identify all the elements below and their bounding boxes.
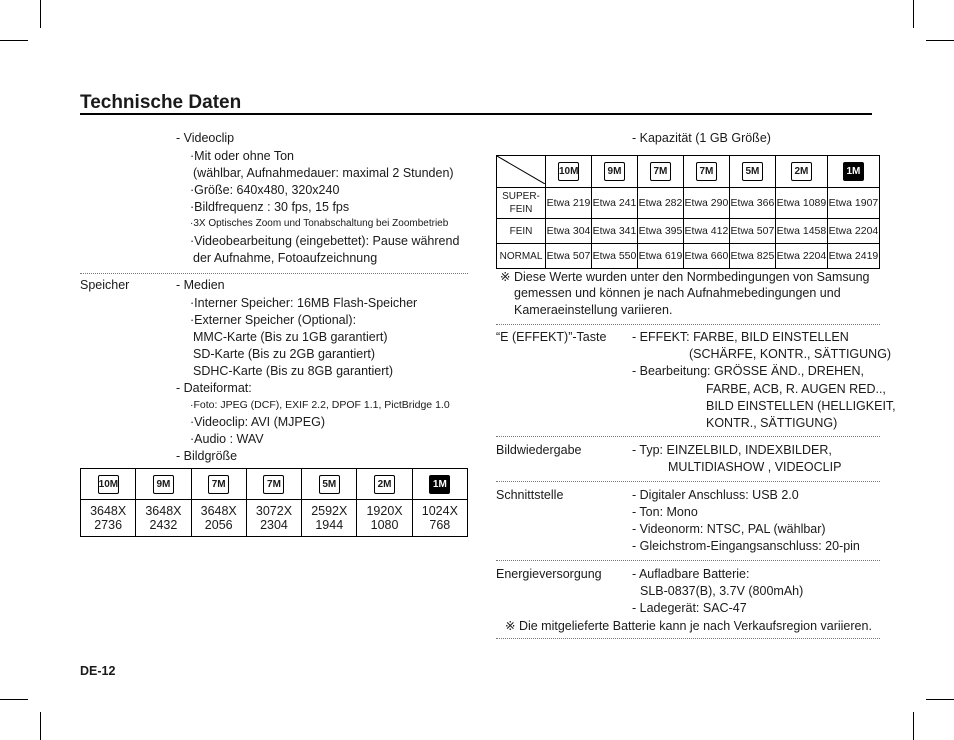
title-underline	[80, 113, 872, 115]
section-divider	[80, 273, 468, 274]
energie-note: ※ Die mitgelieferte Batterie kann je nach Verkaufsregion variieren.	[505, 619, 872, 633]
page-number: DE-12	[80, 664, 116, 678]
capacity-value: Etwa 507	[729, 219, 775, 244]
videoclip-line: der Aufnahme, Fotoaufzeichnung	[193, 251, 378, 265]
size-icon-cell	[412, 469, 467, 500]
resolution-7m-icon: 7M	[696, 162, 717, 181]
size-value: 3072X 2304	[246, 500, 301, 537]
crop-mark	[0, 40, 28, 41]
videoclip-line: ·Größe: 640x480, 320x240	[190, 183, 340, 197]
section-divider	[496, 638, 880, 639]
videoclip-line: ·3X Optisches Zoom und Tonabschaltung bei Zoombetrieb	[190, 218, 449, 229]
size-icon-cell	[302, 469, 357, 500]
capacity-value: Etwa 2419	[827, 244, 879, 269]
videoclip-line: (wählbar, Aufnahmedauer: maximal 2 Stunden)	[193, 166, 454, 180]
size-value: 3648X 2432	[136, 500, 191, 537]
cap-icon-cell	[729, 156, 775, 188]
capacity-value: Etwa 660	[683, 244, 729, 269]
capacity-value: Etwa 304	[546, 219, 592, 244]
cap-icon-cell	[591, 156, 637, 188]
quality-label: NORMAL	[497, 244, 546, 269]
speicher-label: Speicher	[80, 278, 130, 292]
schnittstelle-line: - Videonorm: NTSC, PAL (wählbar)	[632, 522, 826, 536]
capacity-value: Etwa 282	[637, 188, 683, 219]
resolution-9m-icon: 9M	[604, 162, 625, 181]
energie-label: Energieversorgung	[496, 567, 602, 581]
videoclip-line: ·Mit oder ohne Ton	[190, 149, 294, 163]
resolution-7m-wide-icon: 7M	[650, 162, 671, 181]
section-divider	[496, 481, 880, 482]
capacity-value: Etwa 2204	[775, 244, 827, 269]
capacity-value: Etwa 412	[683, 219, 729, 244]
capacity-value: Etwa 290	[683, 188, 729, 219]
crop-mark	[926, 40, 954, 41]
resolution-2m-icon: 2M	[791, 162, 812, 181]
capacity-value: Etwa 1089	[775, 188, 827, 219]
schnittstelle-line: - Gleichstrom-Eingangsanschluss: 20-pin	[632, 539, 860, 553]
speicher-line: ·Foto: JPEG (DCF), EXIF 2.2, DPOF 1.1, PictBridge 1.0	[190, 399, 450, 411]
videoclip-header: - Videoclip	[176, 131, 235, 145]
capacity-note: Kameraeinstellung variieren.	[514, 303, 673, 317]
resolution-2m-icon: 2M	[374, 475, 395, 494]
section-divider	[496, 324, 880, 325]
size-value: 3648X 2056	[191, 500, 246, 537]
quality-label: SUPER- FEIN	[497, 188, 546, 219]
capacity-value: Etwa 341	[591, 219, 637, 244]
capacity-value: Etwa 366	[729, 188, 775, 219]
effekt-line: BILD EINSTELLEN (HELLIGKEIT,	[706, 399, 896, 413]
capacity-value: Etwa 1458	[775, 219, 827, 244]
videoclip-line: ·Videobearbeitung (eingebettet): Pause während	[190, 234, 460, 248]
capacity-table	[496, 155, 880, 269]
crop-mark	[913, 712, 914, 740]
size-value: 1024X 768	[412, 500, 467, 537]
speicher-line: MMC-Karte (Bis zu 1GB garantiert)	[193, 330, 388, 344]
diagonal-line	[497, 156, 545, 184]
size-value: 2592X 1944	[302, 500, 357, 537]
schnittstelle-line: - Ton: Mono	[632, 505, 698, 519]
energie-line: SLB-0837(B), 3.7V (800mAh)	[640, 584, 804, 598]
resolution-10m-icon: 10M	[98, 475, 119, 494]
effekt-line: (SCHÄRFE, KONTR., SÄTTIGUNG)	[689, 347, 892, 361]
resolution-1m-icon: 1M	[429, 475, 450, 494]
effekt-line: - EFFEKT: FARBE, BILD EINSTELLEN	[632, 330, 849, 344]
crop-mark	[913, 0, 914, 28]
cap-icon-cell	[827, 156, 879, 188]
resolution-1m-icon: 1M	[843, 162, 864, 181]
size-icon-cell	[246, 469, 301, 500]
cap-icon-cell	[775, 156, 827, 188]
capacity-value: Etwa 2204	[827, 219, 879, 244]
videoclip-line: ·Bildfrequenz : 30 fps, 15 fps	[190, 200, 350, 214]
speicher-line: ·Audio : WAV	[190, 432, 264, 446]
quality-label: FEIN	[497, 219, 546, 244]
capacity-title: - Kapazität (1 GB Größe)	[632, 131, 771, 145]
crop-mark	[40, 0, 41, 28]
wiedergabe-line: MULTIDIASHOW , VIDEOCLIP	[668, 460, 842, 474]
speicher-line: ·Videoclip: AVI (MJPEG)	[190, 415, 325, 429]
capacity-value: Etwa 507	[546, 244, 592, 269]
capacity-value: Etwa 619	[637, 244, 683, 269]
capacity-value: Etwa 395	[637, 219, 683, 244]
speicher-line: - Bildgröße	[176, 449, 238, 463]
effekt-line: KONTR., SÄTTIGUNG)	[706, 416, 838, 430]
size-value: 1920X 1080	[357, 500, 412, 537]
resolution-7m-icon: 7M	[263, 475, 284, 494]
schnittstelle-label: Schnittstelle	[496, 488, 564, 502]
size-icon-cell	[81, 469, 136, 500]
capacity-note: ※ Diese Werte wurden unter den Normbedingungen von Samsung	[500, 270, 870, 284]
resolution-10m-icon: 10M	[558, 162, 579, 181]
size-icon-cell	[136, 469, 191, 500]
effekt-line: - Bearbeitung: GRÖSSE ÄND., DREHEN,	[632, 364, 865, 378]
schnittstelle-line: - Digitaler Anschluss: USB 2.0	[632, 488, 799, 502]
speicher-line: - Dateiformat:	[176, 381, 252, 395]
energie-line: - Ladegerät: SAC-47	[632, 601, 747, 615]
size-icon-cell	[191, 469, 246, 500]
wiedergabe-label: Bildwiedergabe	[496, 443, 582, 457]
effekt-line: FARBE, ACB, R. AUGEN RED..,	[706, 382, 886, 396]
speicher-line: ·Interner Speicher: 16MB Flash-Speicher	[190, 296, 418, 310]
capacity-value: Etwa 550	[591, 244, 637, 269]
capacity-note: gemessen und können je nach Aufnahmebedingungen und	[514, 286, 841, 300]
energie-line: - Aufladbare Batterie:	[632, 567, 750, 581]
speicher-line: SDHC-Karte (Bis zu 8GB garantiert)	[193, 364, 394, 378]
cap-icon-cell	[637, 156, 683, 188]
speicher-line: ·Externer Speicher (Optional):	[190, 313, 357, 327]
speicher-line: SD-Karte (Bis zu 2GB garantiert)	[193, 347, 376, 361]
page-title: Technische Daten	[80, 92, 242, 113]
section-divider	[496, 436, 880, 437]
resolution-9m-icon: 9M	[153, 475, 174, 494]
size-icon-cell	[357, 469, 412, 500]
crop-mark	[40, 712, 41, 740]
cap-icon-cell	[683, 156, 729, 188]
capacity-value: Etwa 241	[591, 188, 637, 219]
cap-icon-cell	[546, 156, 592, 188]
resolution-7m-wide-icon: 7M	[208, 475, 229, 494]
capacity-value: Etwa 825	[729, 244, 775, 269]
table-corner-cell	[497, 156, 546, 188]
effekt-label: “E (EFFEKT)”-Taste	[496, 330, 607, 344]
resolution-5m-icon: 5M	[742, 162, 763, 181]
capacity-value: Etwa 219	[546, 188, 592, 219]
crop-mark	[0, 699, 28, 700]
size-value: 3648X 2736	[81, 500, 136, 537]
image-size-table	[80, 468, 468, 537]
resolution-5m-icon: 5M	[319, 475, 340, 494]
wiedergabe-line: - Typ: EINZELBILD, INDEXBILDER,	[632, 443, 832, 457]
speicher-line: - Medien	[176, 278, 225, 292]
capacity-value: Etwa 1907	[827, 188, 879, 219]
crop-mark	[926, 699, 954, 700]
section-divider	[496, 560, 880, 561]
